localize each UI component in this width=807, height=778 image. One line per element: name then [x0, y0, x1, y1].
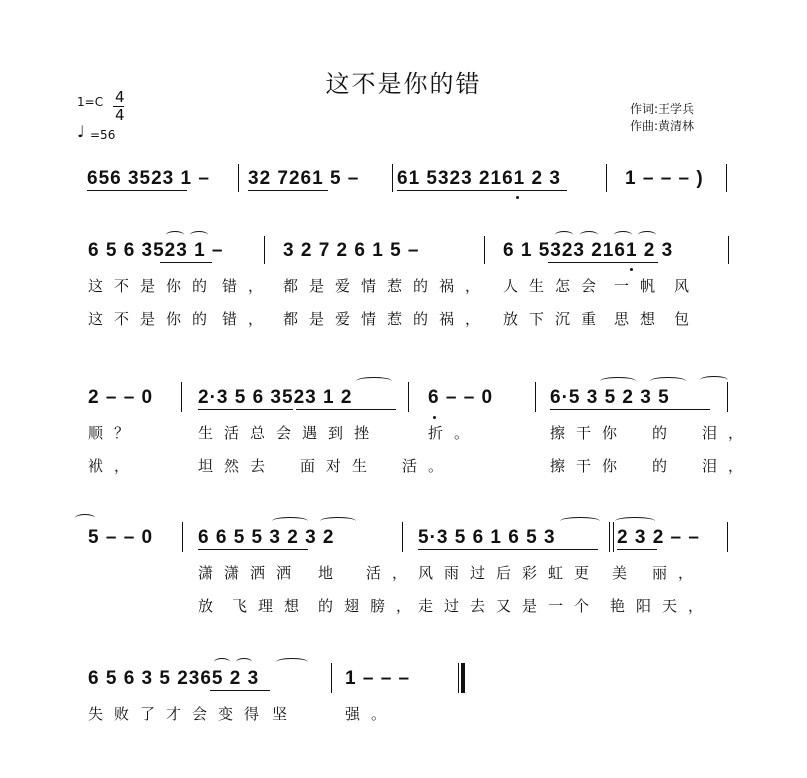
lyric: 泪，	[702, 457, 755, 475]
key-signature: 1=C	[77, 95, 104, 109]
lyric: 错，	[222, 310, 275, 328]
underline	[160, 262, 212, 263]
lyric: 都是爱情惹的祸，	[283, 310, 492, 328]
underline	[87, 190, 187, 191]
line3-measure-2: 6 6 5 5 3 2 3 2	[198, 527, 335, 548]
underline	[248, 190, 328, 191]
lyric: 顺？	[88, 424, 141, 442]
lyric: 思想	[614, 310, 667, 328]
lyric: 这不是你的	[88, 277, 219, 295]
intro-measure-4: 1 – – – )	[625, 168, 704, 189]
underline	[210, 690, 270, 691]
slur	[580, 231, 598, 239]
barline	[728, 236, 729, 264]
slur	[190, 231, 208, 239]
slur	[272, 517, 308, 525]
lyric: 错，	[222, 277, 275, 295]
slur	[555, 231, 573, 239]
slur	[560, 517, 600, 525]
underline	[617, 549, 657, 550]
time-signature-bottom: 4	[115, 106, 125, 124]
barline	[727, 382, 728, 412]
lyric: 的	[652, 457, 679, 475]
lyric: 风雨过后彩虹更	[418, 564, 601, 582]
slur	[615, 517, 655, 525]
lyric: 美	[612, 564, 639, 582]
slur	[600, 377, 636, 385]
line4-measure-1: 6 5 6 3 5 2365 2 3	[88, 668, 260, 689]
lyricist-credit: 作词:王学兵	[630, 102, 695, 116]
lyric: 的翅膀，	[318, 597, 423, 615]
slur	[214, 658, 230, 666]
lyric: 坚	[272, 705, 299, 723]
slur	[75, 514, 95, 522]
lyric: 泪，	[702, 424, 755, 442]
lyric: 折。	[428, 424, 481, 442]
line2-measure-2: 2·3 5 6 3523 1 2	[198, 387, 353, 408]
lyric: 地	[318, 564, 345, 582]
lyric: 的	[652, 424, 679, 442]
lower-octave-dot	[516, 196, 519, 199]
slur	[276, 658, 308, 666]
line3-measure-3: 5·3 5 6 1 6 5 3	[418, 527, 556, 548]
underline	[198, 409, 293, 410]
line4-measure-2: 1 – – –	[345, 668, 411, 689]
barline	[264, 236, 265, 264]
lyric: 人生怎会	[503, 277, 608, 295]
lyric: 擦干你	[550, 424, 629, 442]
barline	[727, 522, 728, 552]
time-signature-top: 4	[115, 88, 125, 106]
final-barline-thick	[461, 663, 465, 693]
barline	[535, 382, 536, 412]
underline	[296, 409, 396, 410]
lyric: 包	[674, 310, 701, 328]
slur	[700, 376, 728, 384]
barline	[181, 382, 182, 412]
lyric: 活。	[402, 457, 455, 475]
lyric: 走过去又是一个	[418, 597, 601, 615]
barline	[484, 236, 485, 264]
line2-measure-3: 6 – – 0	[428, 387, 494, 408]
lyric: 丽，	[652, 564, 705, 582]
barline	[606, 164, 607, 192]
line3-measure-1: 5 – – 0	[88, 527, 154, 548]
lyric: 生活总会遇到挫	[198, 424, 381, 442]
lower-octave-dot	[630, 268, 633, 271]
slur	[650, 377, 686, 385]
intro-measure-1: 656 3523 1 –	[87, 168, 210, 189]
lyric: 潇潇洒洒	[198, 564, 303, 582]
intro-measure-2: 32 7261 5 –	[248, 168, 360, 189]
slur	[320, 517, 356, 525]
lyric: 活，	[366, 564, 419, 582]
lyric: 都是爱情惹的祸，	[283, 277, 492, 295]
lyric: 一帆	[614, 277, 667, 295]
tempo: =56	[90, 128, 116, 142]
line1-measure-2: 3 2 7 2 6 1 5 –	[283, 240, 420, 261]
lyric: 面对生	[300, 457, 379, 475]
barline	[609, 522, 610, 552]
underline	[418, 549, 598, 550]
composer-credit: 作曲:黄清林	[630, 119, 695, 133]
barline	[331, 663, 332, 693]
lyric: 失败了才会变得	[88, 705, 271, 723]
underline	[198, 549, 308, 550]
lyric: 坦然去	[198, 457, 277, 475]
underline	[397, 190, 567, 191]
lyric: 放下沉重	[503, 310, 608, 328]
line3-measure-4: 2 3 2 – –	[617, 527, 700, 548]
lower-octave-dot	[433, 416, 436, 419]
slur	[236, 658, 252, 666]
intro-measure-3: 61 5323 2161 2 3	[397, 168, 561, 189]
line1-measure-3: 6 1 5323 2161 2 3	[503, 240, 674, 261]
slur	[614, 231, 632, 239]
barline	[182, 522, 183, 552]
lyric: 这不是你的	[88, 310, 219, 328]
song-title: 这不是你的错	[325, 70, 482, 98]
lyric: 放	[198, 597, 225, 615]
underline	[548, 262, 658, 263]
barline	[238, 164, 239, 192]
slur	[638, 231, 656, 239]
line2-measure-1: 2 – – 0	[88, 387, 154, 408]
barline	[726, 164, 727, 192]
lyric: 飞理想	[232, 597, 311, 615]
slur	[166, 231, 184, 239]
barline	[408, 382, 409, 412]
lyric: 袱，	[88, 457, 141, 475]
barline	[392, 164, 393, 192]
lyric: 擦干你	[550, 457, 629, 475]
barline	[613, 522, 614, 552]
underline	[550, 409, 710, 410]
final-barline-thin	[458, 663, 459, 693]
quarter-note-icon: ♩	[77, 122, 85, 141]
barline	[402, 522, 403, 552]
slur	[356, 377, 392, 385]
lyric: 艳阳天，	[610, 597, 715, 615]
line1-measure-1: 6 5 6 3523 1 –	[88, 240, 224, 261]
lyric: 强。	[345, 705, 398, 723]
line2-measure-4: 6·5 3 5 2 3 5	[550, 387, 670, 408]
lyric: 风	[674, 277, 701, 295]
